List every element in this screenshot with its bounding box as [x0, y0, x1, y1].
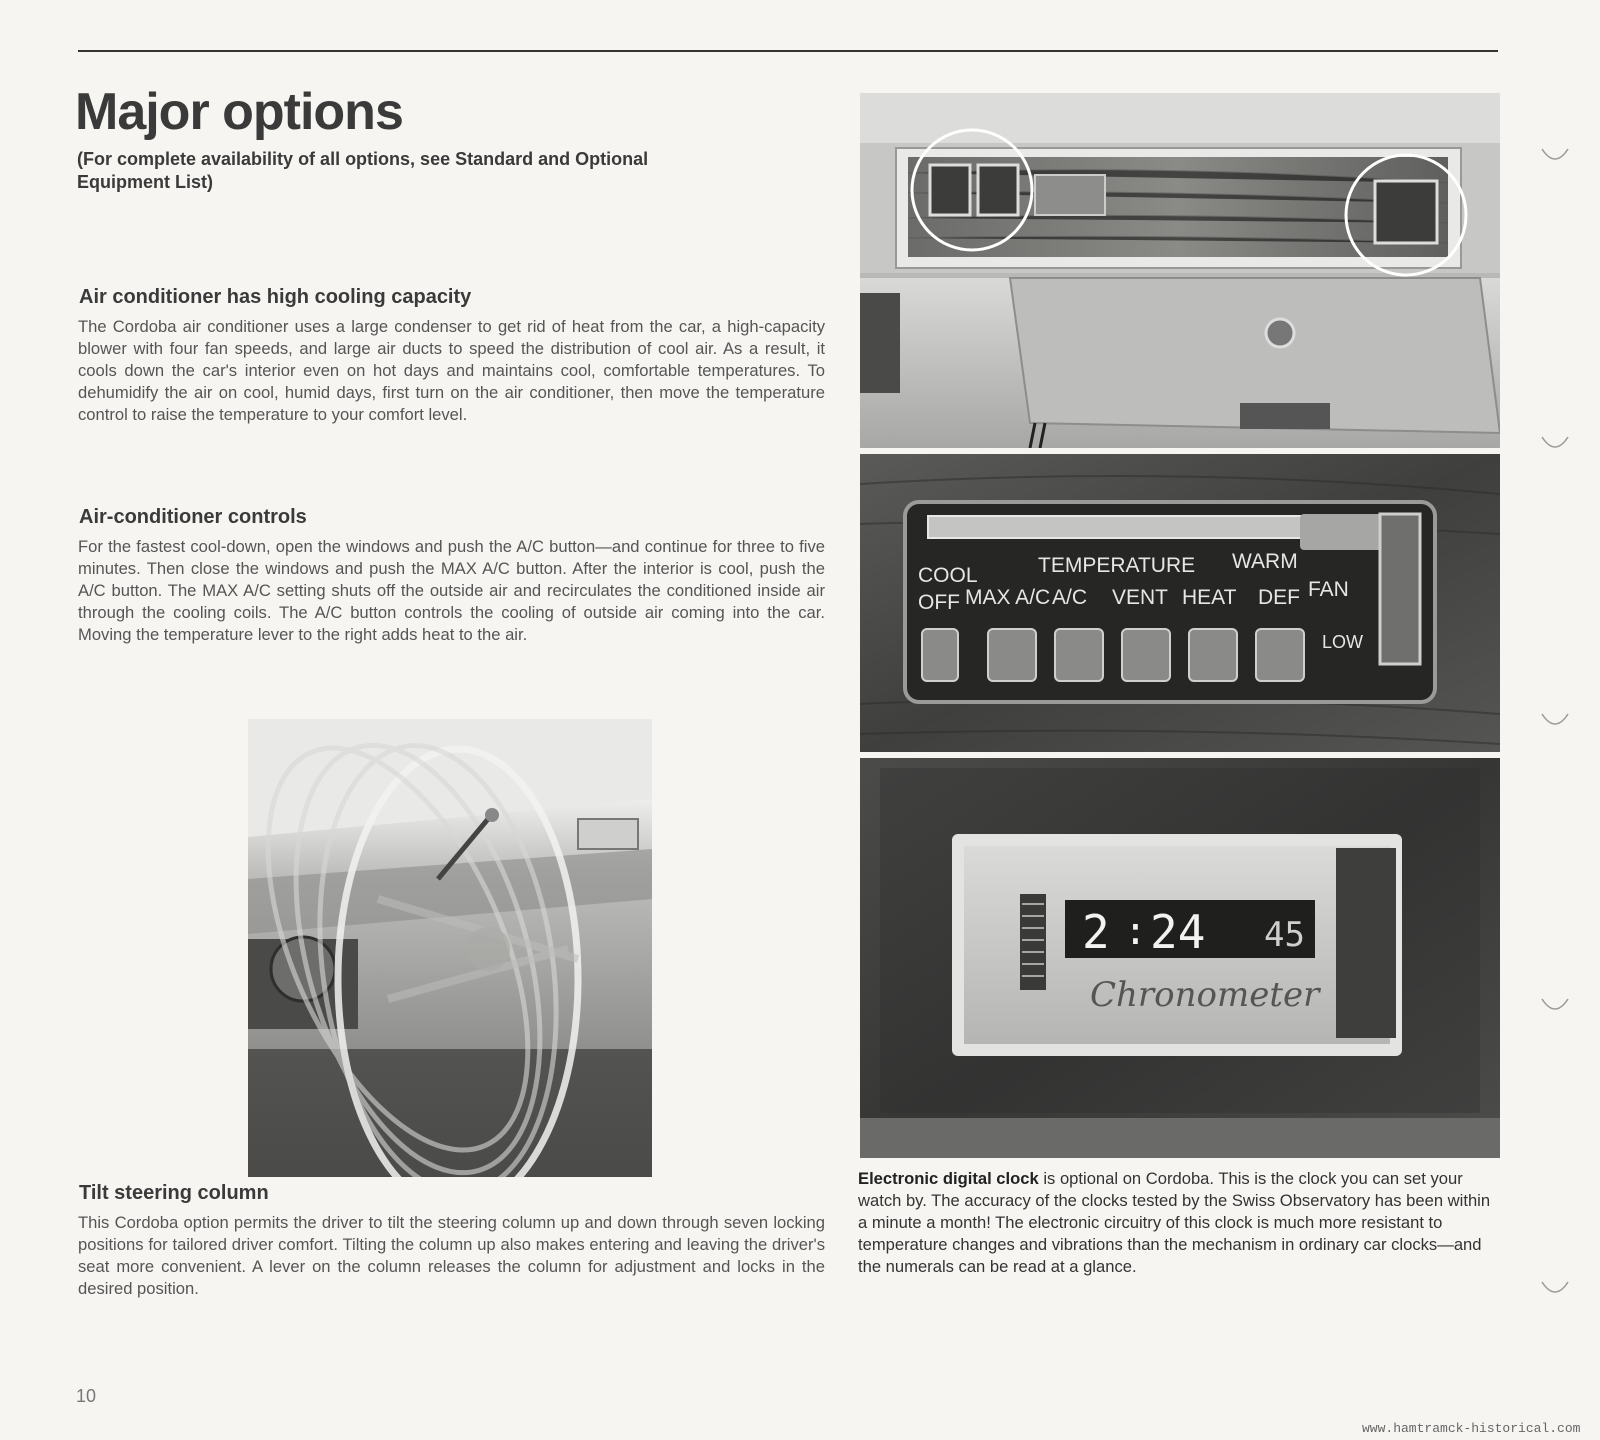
tilt-steering-text: This Cordoba option permits the driver to tilt the steering column up and down through seven locking positions for tailored driver comfort. Tilting the column up also makes entering and leaving the driver's seat more convenient. A lever on the column releases the column for adjustment and locks in the desired position.: [78, 1213, 825, 1298]
label-heat: HEAT: [1182, 586, 1237, 609]
dash-vents-photo: [860, 93, 1500, 448]
tilt-steering-heading: Tilt steering column: [79, 1182, 269, 1204]
digital-clock-caption: [858, 1168, 1501, 1278]
svg-text::: :: [1124, 909, 1147, 953]
punch-hole-mark: [1538, 1268, 1572, 1302]
digital-clock-lead: Electronic digital clock: [858, 1169, 1039, 1188]
label-cool: COOL: [918, 564, 978, 587]
tilt-steering-photo: [248, 719, 652, 1177]
label-vent: VENT: [1112, 586, 1169, 609]
label-low: LOW: [1322, 632, 1364, 652]
punch-hole-mark: [1538, 423, 1572, 457]
label-off: OFF: [918, 591, 960, 614]
label-max-ac: MAX A/C: [965, 586, 1051, 609]
punch-hole-mark: [1538, 135, 1572, 169]
label-ac: A/C: [1052, 586, 1088, 609]
page-subtitle: (For complete availability of all options, see Standard and Optional Equipment List): [77, 149, 649, 192]
ac-controls-text: For the fastest cool-down, open the windows and push the A/C button—and continue for three to five minutes. Then close the windows and push the MAX A/C button. After the interior is cool, push the A/C button. The MAX A/C setting shuts off the outside air and recirculates the conditioned inside air through the cooling coils. The A/C button controls the cooling of outside air coming into the car. Moving the temperature lever to the right adds heat to the air.: [78, 537, 825, 644]
clock-hour: 2: [1082, 905, 1110, 959]
top-rule: [78, 50, 1498, 52]
ac-controls-photo: [860, 454, 1500, 752]
label-def: DEF: [1258, 586, 1300, 609]
clock-brand: Chronometer: [1090, 975, 1320, 1015]
punch-hole-mark: [1538, 985, 1572, 1019]
air-conditioner-heading: Air conditioner has high cooling capacity: [79, 286, 472, 308]
page-title: Major options: [75, 83, 403, 141]
label-warm: WARM: [1232, 550, 1298, 573]
label-fan: FAN: [1308, 578, 1349, 601]
footer-url: www.hamtramck-historical.com: [1362, 1421, 1581, 1436]
page-number: 10: [76, 1386, 97, 1406]
label-temperature: TEMPERATURE: [1038, 554, 1196, 577]
punch-hole-mark: [1538, 700, 1572, 734]
digital-clock-text: is optional on Cordoba. This is the clock you can set your watch by. The accuracy of the clocks tested by the Swiss Observatory has been within a minute a month! The electronic circuitry of this clock is much more resistant to temperature changes and vibrations than the mechanism in ordinary car clocks—and the numerals can be read at a glance.: [858, 1169, 1491, 1276]
ac-controls-heading: Air-conditioner controls: [79, 506, 307, 528]
digital-clock-photo: [860, 758, 1500, 1158]
clock-seconds: 45: [1264, 915, 1305, 955]
air-conditioner-text: The Cordoba air conditioner uses a large condenser to get rid of heat from the car, a high-capacity blower with four fan speeds, and large air ducts to speed the distribution of cool air. As a result, it cools down the car's interior even on hot days and maintains cool, comfortable temperatures. To dehumidify the air on cool, humid days, first turn on the air conditioner, then move the temperature control to raise the temperature to your comfort level.: [78, 317, 825, 424]
clock-minutes: 24: [1150, 905, 1206, 959]
